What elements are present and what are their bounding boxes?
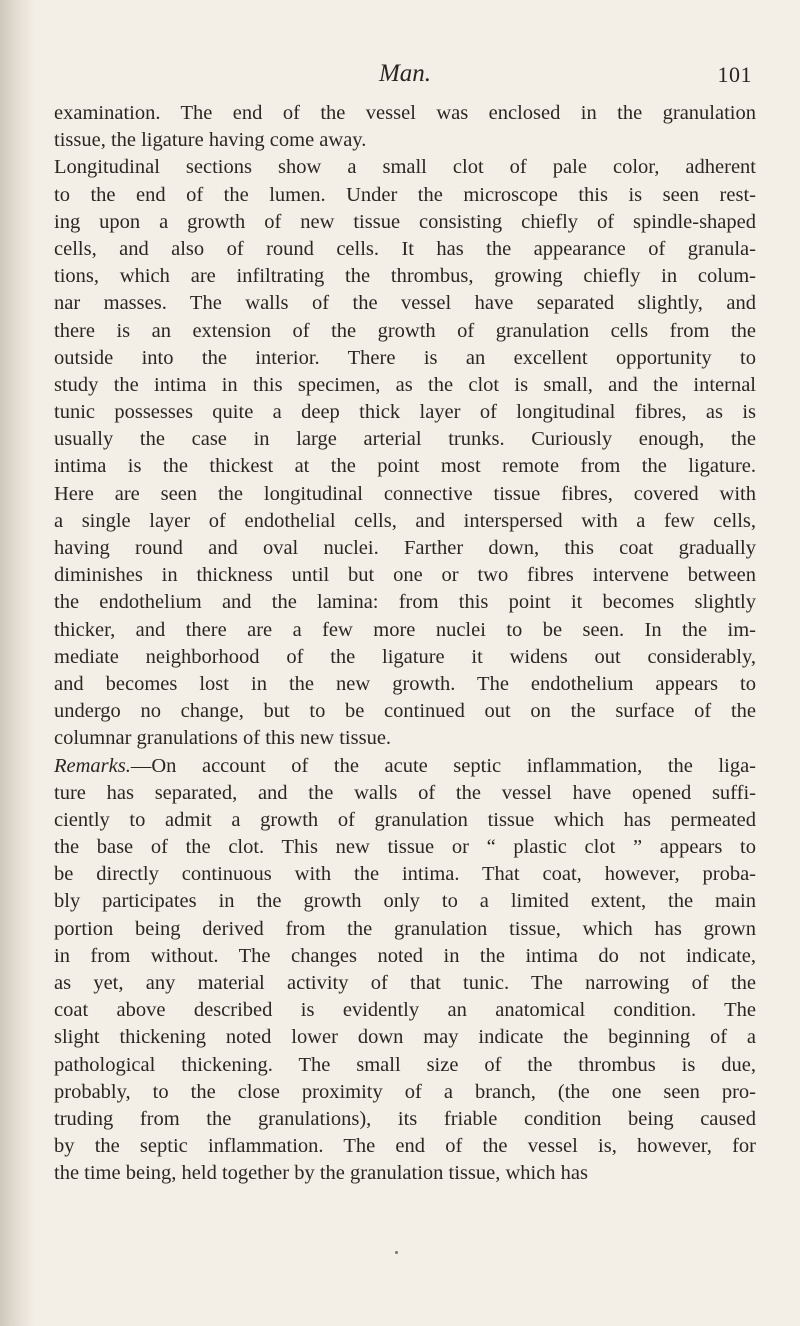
body-text bbox=[54, 100, 756, 1188]
text-line: tunic possesses quite a deep thick layer of longitudinal fibres, as is bbox=[54, 401, 756, 424]
text-line: bly participates in the growth only to a limited extent, the main bbox=[54, 890, 756, 913]
text-line: outside into the interior. There is an excellent opportunity to bbox=[54, 346, 756, 369]
page-number: 101 bbox=[717, 62, 752, 87]
text-line: to the end of the lumen. Under the microscope this is seen rest- bbox=[54, 183, 756, 206]
text-line: cells, and also of round cells. It has the appearance of granula- bbox=[54, 237, 756, 260]
text-line: having round and oval nuclei. Farther down, this coat gradually bbox=[54, 537, 756, 559]
text-line: ing upon a growth of new tissue consisting chiefly of spindle-shaped bbox=[54, 210, 756, 233]
text-line: probably, to the close proximity of a branch, (the one seen pro- bbox=[54, 1080, 756, 1103]
text-line: thicker, and there are a few more nuclei to be seen. In the im- bbox=[54, 618, 756, 641]
paper-speck bbox=[395, 1251, 398, 1254]
remarks-first-line bbox=[54, 753, 756, 780]
text-line: the base of the clot. This new tissue or “ plastic clot ” appears to bbox=[54, 836, 756, 859]
text-line: Here are seen the longitudinal connective tissue fibres, covered with bbox=[54, 482, 756, 505]
book-page bbox=[54, 60, 756, 1188]
text-line: diminishes in thickness until but one or two fibres intervene between bbox=[54, 564, 756, 587]
text-line: as yet, any material activity of that tunic. The narrowing of the bbox=[54, 972, 756, 994]
remarks-label: Remarks. bbox=[54, 754, 131, 777]
text-line: pathological thickening. The small size of the thrombus is due, bbox=[54, 1053, 756, 1076]
text-line: portion being derived from the granulation tissue, which has grown bbox=[54, 917, 756, 940]
page-header bbox=[54, 60, 756, 100]
text-line: slight thickening noted lower down may indicate the beginning of a bbox=[54, 1026, 756, 1049]
text-line: coat above described is evidently an anatomical condition. The bbox=[54, 999, 756, 1022]
text-line: in from without. The changes noted in the intima do not indicate, bbox=[54, 944, 756, 967]
remarks-first-line-text: —On account of the acute septic inflammation, the liga- bbox=[130, 754, 756, 777]
text-line: a single layer of endothelial cells, and interspersed with a few cells, bbox=[54, 509, 756, 532]
text-line: be directly continuous with the intima. That coat, however, proba- bbox=[54, 863, 756, 886]
text-line: tions, which are infiltrating the thrombus, growing chiefly in colum- bbox=[54, 265, 756, 288]
text-line: the endothelium and the lamina: from this point it becomes slightly bbox=[54, 591, 756, 614]
text-line: intima is the thickest at the point most remote from the ligature. bbox=[54, 455, 756, 478]
text-line: undergo no change, but to be continued out on the surface of the bbox=[54, 700, 756, 723]
text-line: examination. The end of the vessel was enclosed in the granulation bbox=[54, 102, 756, 124]
text-line: mediate neighborhood of the ligature it widens out considerably, bbox=[54, 645, 756, 668]
text-line: nar masses. The walls of the vessel have separated slightly, and bbox=[54, 292, 756, 315]
text-line: ture has separated, and the walls of the vessel have opened suffi- bbox=[54, 781, 756, 804]
text-line: truding from the granulations), its friable condition being caused bbox=[54, 1107, 756, 1130]
text-line: usually the case in large arterial trunks. Curiously enough, the bbox=[54, 428, 756, 451]
text-line: by the septic inflammation. The end of the vessel is, however, for bbox=[54, 1135, 756, 1158]
text-line: columnar granulations of this new tissue. bbox=[54, 727, 392, 750]
running-head: Man. bbox=[378, 60, 432, 87]
text-line: there is an extension of the growth of granulation cells from the bbox=[54, 319, 756, 342]
text-line: Longitudinal sections show a small clot of pale color, adherent bbox=[54, 156, 756, 179]
text-line: study the intima in this specimen, as the clot is small, and the internal bbox=[54, 373, 756, 396]
text-line: tissue, the ligature having come away. bbox=[54, 129, 367, 152]
text-line: and becomes lost in the new growth. The endothelium appears to bbox=[54, 672, 756, 695]
text-line: ciently to admit a growth of granulation tissue which has permeated bbox=[54, 808, 756, 831]
page-spine-shadow bbox=[0, 0, 34, 1326]
text-line: the time being, held together by the granulation tissue, which has bbox=[54, 1162, 589, 1185]
